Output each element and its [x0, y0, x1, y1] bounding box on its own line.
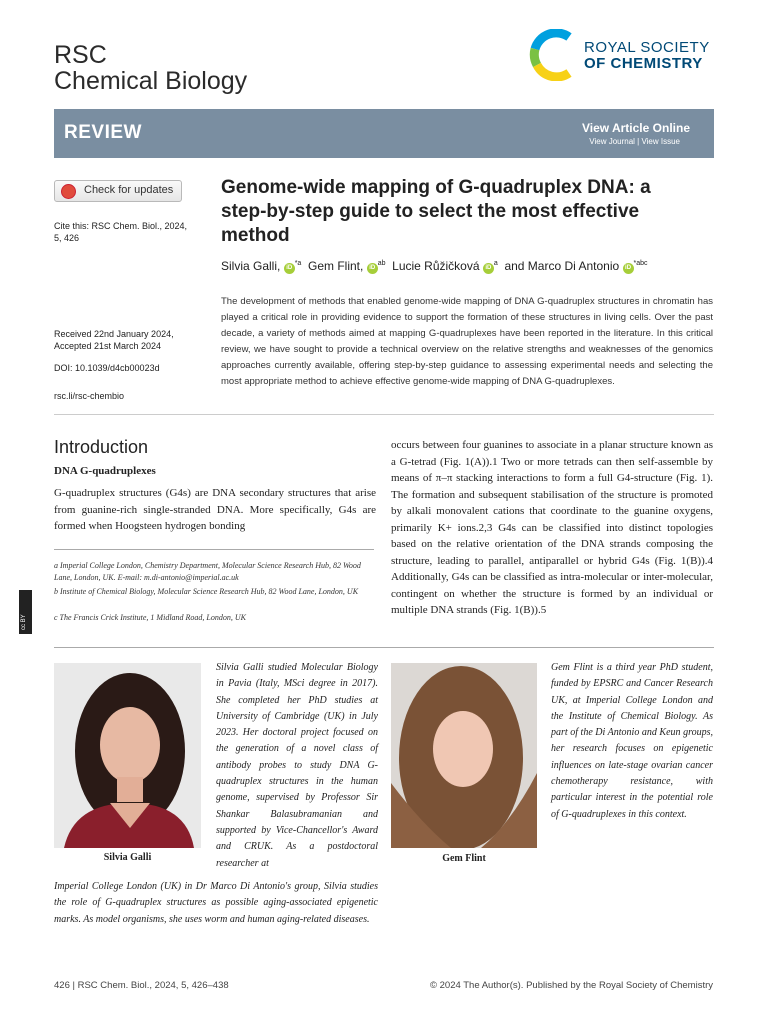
bio-divider — [54, 647, 714, 648]
publisher-line2: OF CHEMISTRY — [584, 55, 703, 72]
author-photo-gem — [391, 663, 537, 848]
check-updates-label: Check for updates — [84, 184, 174, 196]
license-label: cc BY — [21, 614, 27, 630]
footer-page-info: 426 | RSC Chem. Biol., 2024, 5, 426–438 — [54, 980, 229, 991]
journal-url[interactable]: rsc.li/rsc-chembio — [54, 391, 125, 401]
accepted-date: Accepted 21st March 2024 — [54, 341, 162, 351]
orcid-icon[interactable]: iD — [483, 263, 494, 274]
received-date: Received 22nd January 2024, — [54, 329, 174, 339]
citation — [54, 220, 214, 244]
footnote-b: b Institute of Chemical Biology, Molecular Science Research Hub, 82 Wood Lane, London, UK — [54, 587, 359, 596]
author-3: Lucie Růžičková — [392, 259, 480, 273]
orcid-icon[interactable]: iD — [284, 263, 295, 274]
orcid-icon[interactable]: iD — [367, 263, 378, 274]
publisher-name — [584, 40, 710, 72]
article-dates — [54, 328, 174, 352]
journal-line1: RSC — [54, 41, 107, 69]
subheading: DNA G-quadruplexes — [54, 465, 156, 477]
journal-line2: Chemical Biology — [54, 67, 248, 95]
bio-silvia: Silvia Galli studied Molecular Biology in Pavia (Italy, MSci degree in 2017). She completed her PhD studies at University of Cambridge (UK) in July 2023. Her doctoral project focused on the generation of a novel class of antibody probes to study DNA G-quadruplex structures in the human genome, supervised by Professor Sir Shankar Balasubramanian and supported by Vice-Chancellor's Award and CRUK. As a postdoctoral researcher at — [216, 662, 378, 869]
photo-caption-gem: Gem Flint — [442, 853, 486, 864]
view-article-online-link[interactable]: View Article Online — [581, 121, 690, 135]
author-2-affil: ab — [377, 260, 386, 267]
intro-left-paragraph: G-quadruplex structures (G4s) are DNA secondary structures that arise from guanine-rich single-stranded DNA. More specifically, G4s are formed when Hoogsteen hydrogen bonding — [54, 487, 376, 532]
article-type: REVIEW — [64, 122, 142, 143]
section-divider — [54, 414, 714, 415]
intro-right-paragraph: occurs between four guanines to associate in a planar structure known as a G-tetrad (Fig. 1(A)).1 Two or more tetrads can then self-assemble by means of π–π stacking interactions to form a full G4-structure (Fig. 1). The formation and subsequent stabilisation of the structure is promoted by alkali monovalent cations that coordinate to the guanine oxygens, primarily K+ ions.2,3 G4s can be classified into distinct topologies based on the relative orientation of the DNA strands composing the structure, leading to parallel, antiparallel or hybrid G4s (Fig. 1(B)).4 Additionally, G4s can be classified as intra-molecular or inter-molecular, contingent on whether the structure is formed by an individual or multiple DNA strands (Fig. 1(B)).5 — [391, 439, 713, 616]
doi[interactable]: DOI: 10.1039/d4cb00023d — [54, 363, 160, 373]
cc-license-badge[interactable] — [19, 590, 32, 634]
article-type-banner — [54, 109, 714, 158]
check-updates-icon — [61, 184, 76, 199]
author-1: Silvia Galli, — [221, 259, 281, 273]
footnote-c: c The Francis Crick Institute, 1 Midland Road, London, UK — [54, 613, 246, 622]
author-photo-silvia — [54, 663, 201, 848]
cite-line2: 5, 426 — [54, 233, 80, 243]
check-for-updates-button[interactable] — [54, 180, 182, 202]
view-journal-issue-links[interactable]: View Journal | View Issue — [589, 137, 680, 146]
footnote-rule — [54, 549, 374, 550]
footnote-a: a Imperial College London, Chemistry Department, Molecular Science Research Hub, 82 Wood Lane, London, UK. E-mail: m.di-antonio@imperial.ac.uk — [54, 561, 361, 582]
article-title: Genome-wide mapping of G-quadruplex DNA: a step-by-step guide to select the most effective method — [221, 177, 651, 246]
publisher-line1: ROYAL SOCIETY — [584, 39, 710, 56]
author-4: and Marco Di Antonio — [504, 259, 620, 273]
journal-title — [54, 42, 247, 94]
author-list — [221, 259, 648, 274]
author-2: Gem Flint, — [308, 259, 364, 273]
introduction-heading: Introduction — [54, 437, 149, 457]
bio-gem: Gem Flint is a third year PhD student, funded by EPSRC and Cancer Research UK, at Imperial College London and the Institute of Chemical Biology. As part of the Di Antonio and Keun groups, her research focuses on epigenetic influences on late-stage ovarian cancer chemotherapy resistance, with particular interest in the potential role of G-quadruplexes in this context. — [551, 662, 713, 820]
author-1-affil: *a — [294, 260, 302, 267]
cite-line1: Cite this: RSC Chem. Biol., 2024, — [54, 221, 188, 231]
bio-silvia-continued: Imperial College London (UK) in Dr Marco Di Antonio's group, Silvia studies the role of G-quadruplex structures as possible aging-associated epigenetic marks. As model organisms, she uses worm and human aging-related diseases. — [54, 881, 378, 925]
orcid-icon[interactable]: iD — [623, 263, 634, 274]
author-3-affil: a — [493, 260, 498, 267]
rsc-logo-icon — [529, 29, 577, 81]
footer-copyright: © 2024 The Author(s). Published by the Royal Society of Chemistry — [430, 980, 713, 991]
author-4-affil: *abc — [633, 260, 648, 267]
abstract: The development of methods that enabled genome-wide mapping of DNA G-quadruplex structures in chromatin has played a critical role in providing evidence to support the formation of these structures in living cells. Over the past decade, a variety of methods aimed at mapping G-quadruplexes have been reported in the literature. In this critical review, we have sought to provide a technical overview on the relative strengths and weaknesses of the genomics approaches currently available, offering step-by-step guidance to assessing experimental needs and selecting the most appropriate method to achieve effective genome-wide mapping of DNA G-quadruplexes. — [221, 296, 713, 387]
photo-caption-silvia: Silvia Galli — [103, 852, 152, 863]
